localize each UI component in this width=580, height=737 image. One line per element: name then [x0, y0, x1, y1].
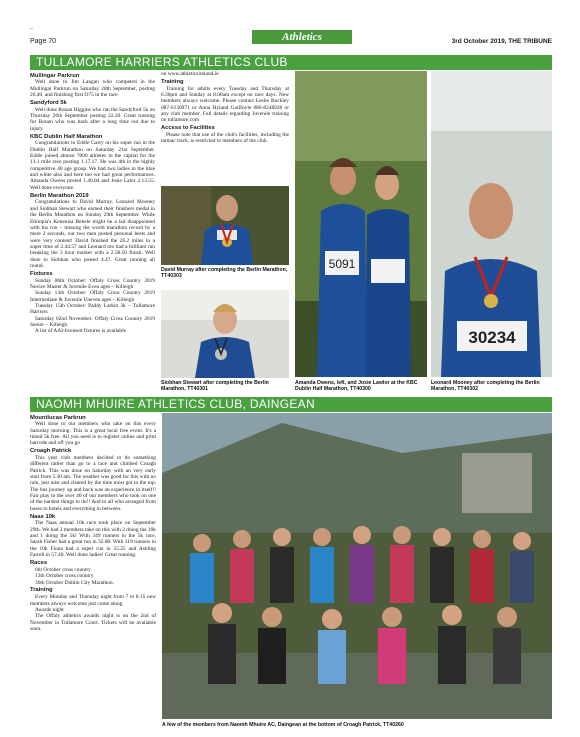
- siobhan-stewart-photo: [161, 290, 289, 378]
- article-subheading: Access to Facilities: [161, 125, 215, 132]
- david-murray-photo: [161, 186, 289, 265]
- article-paragraph: Well done Ronan Higgins who ran the Sandyford 5k on Thursday 26th September posting 22.20. Great running for Ronan who was back after a long time out due to injury.: [30, 106, 155, 132]
- article-subheading: Mountlucas Parkrun: [30, 414, 86, 421]
- article-paragraph: The Offaly athletics awards night is on the 2nd of November in Tullamore Court. Tickets will be available soon.: [30, 613, 156, 632]
- article-paragraph: Every Monday and Thursday night from 7 to 8.15 new members always welcome just come along: [30, 594, 156, 607]
- article-subheading: Training: [161, 78, 184, 85]
- croagh-patrick-group-photo: [162, 413, 552, 719]
- tullamore-column-2: [161, 71, 289, 183]
- page-header: [30, 26, 552, 48]
- article-subheading: Mullingar Parkrun: [30, 72, 80, 79]
- runner-illustration: [161, 290, 289, 378]
- page-number: Page 70: [30, 38, 57, 45]
- article-paragraph: This year club members decided to do something different rather than go to a race and climbed Croagh Patrick. This was done on Saturday with an very early start from 5.30 am. The weather was good for this with no rain, just mist and cleared by the time most got to the top. The bus journey up and back was an experience in itself!! Fair play to the over 40 of our members who took on one of the hardest things to do!! And to all who arranged from buses to hotels and everything in between.: [30, 455, 156, 512]
- article-paragraph: 13th October cross country: [35, 573, 94, 580]
- article-subheading: Naas 10k: [30, 513, 56, 520]
- article-subheading: Training: [30, 587, 53, 594]
- siobhan-stewart-caption: Siobhan Stewart after completing the Berlin Marathon, TT40301: [161, 380, 269, 392]
- group-photo-caption: A few of the members from Naomh Mhuire AC, Daingean at the bottom of Croagh Patrick, TT40260: [162, 722, 404, 728]
- article-paragraph: Well done to Jim Langan who competed in the Mullingar Parkrun on Saturday 28th September, posting 26.49, and finishing first O75 in the race.: [30, 79, 155, 99]
- article-subheading: Sandyford 5k: [30, 99, 67, 106]
- leonard-mooney-photo: [431, 71, 552, 377]
- leonard-mooney-caption: Leonard Mooney after completing the Berlin Marathon, TT40302: [431, 380, 540, 392]
- header-dash: –: [30, 26, 33, 32]
- article-paragraph: Sunday 13th October: Offaly Cross Country 2019 Intermediate & Juvenile Uneven ages – Killeigh: [30, 290, 155, 303]
- runners-illustration: [295, 71, 427, 377]
- runner-illustration: [161, 186, 289, 265]
- amanda-josie-photo: [295, 71, 427, 377]
- article-paragraph: on www.athleticsireland.ie: [161, 71, 219, 77]
- article-subheading: Croagh Patrick: [30, 448, 72, 455]
- article-paragraph: Saturday 02nd November: Offaly Cross Country 2019 Senior – Killeigh: [30, 315, 155, 328]
- naomh-mhuire-column: [30, 413, 156, 731]
- runner-illustration: [431, 71, 552, 377]
- david-murray-caption: David Murray after completing the Berlin Marathon, TT40303: [161, 267, 288, 279]
- article-subheading: KBC Dublin Half Marathon: [30, 133, 103, 140]
- article-paragraph: Well done to our members who take on this every Saturday morning. This is a great local free event. It's a timed 5k free. All you need is to register online and print barcode and off you go: [30, 421, 156, 447]
- tullamore-section-title: TULLAMORE HARRIERS ATHLETICS CLUB: [30, 55, 552, 70]
- article-paragraph: The Naas annual 10k race took place on September 29th. We had 3 members take on this with 2 doing the 10k and 1 doing the 5k! With 349 runners in the 5k race, Sarah Fisher had a great run in 32.08. With 319 runners in the 10k Fiona had a super run in 55.25 and Ashling Farrell in 57.40. Well done ladies! Great running.: [30, 520, 156, 559]
- article-paragraph: 30th October Dublin City Marathon.: [35, 579, 114, 586]
- article-paragraph: Please note that use of the club's facilities, including the tarmac track, is restricted to members of the club.: [161, 132, 289, 145]
- article-subheading: Berlin Marathon 2019: [30, 192, 89, 199]
- article-subheading: Races: [30, 560, 48, 567]
- article-paragraph: Congratulations to Eddie Garry on his super run in the Dublin Half Marathon on Saturday 21st September. Eddie joined almost 7000 athletes in the capital for the 13.1 mile race posting 1.17.17. He was 4th in the highly competitive 40 age group. We had two ladies in the blue and white also and here too we had great performances. Amanda Owens posted 1.46.04 and Josie Lalor 2.13.55. Well done everyone.: [30, 140, 155, 191]
- article-paragraph: Awards night: [35, 606, 64, 613]
- amanda-josie-caption: Amanda Owens, left, and Josie Lawlor at the KBC Dublin Half Marathon, TT40300: [295, 380, 418, 392]
- tullamore-column-1: [30, 71, 155, 396]
- article-paragraph: Training for adults every Tuesday and Thursday at 6.30pm and Sunday at 8.00am except on race days. New members always welcome. Please contact Leslie Buckley 087-6130971 or Anna Hyland Guilfoyle 086-8248928 or any club member. Full details regarding Juvenile training on tullamore.com: [161, 85, 289, 124]
- article-subheading: Fixtures: [30, 270, 53, 277]
- leonard-bib: 30234: [468, 328, 516, 347]
- article-paragraph: 6th October cross country: [35, 566, 91, 573]
- section-tab: Athletics: [252, 30, 352, 44]
- group-illustration: [162, 413, 552, 719]
- issue-date: 3rd October 2019, THE TRIBUNE: [451, 38, 552, 45]
- article-paragraph: A list of AAI-licensed fixtures is available: [35, 328, 127, 335]
- amanda-bib: 5091: [328, 257, 356, 271]
- article-paragraph: Congratulations to David Murray, Leonard Mooney and Siobhan Stewart who earned their finishers medal in the Berlin Marathon on Sunday 29th September. While Ethiopia's Kenenisa Bekele might be a tad disappointed with his run – missing the world marathon record by a mere 2 seconds, our two men posted personal bests and were very content! David finished the 26.2 miles in a super time of 2.44.57 and Leonard too had a brilliant run breaking the 3 hour marker with a 2.58.50 finish. Well done to Siobhan who posted 4.47. Great running all round.: [30, 199, 155, 269]
- article-paragraph: Tuesday 15th October: Paddy Larkin 3k – Tullamore Harriers: [30, 302, 155, 316]
- article-paragraph: Sunday 06th October: Offaly Cross Country 2019 Novice Master & Juvenile Even ages – Killeigh: [30, 277, 155, 290]
- naomh-mhuire-section-title: NAOMH MHUIRE ATHLETICS CLUB, DAINGEAN: [30, 397, 552, 412]
